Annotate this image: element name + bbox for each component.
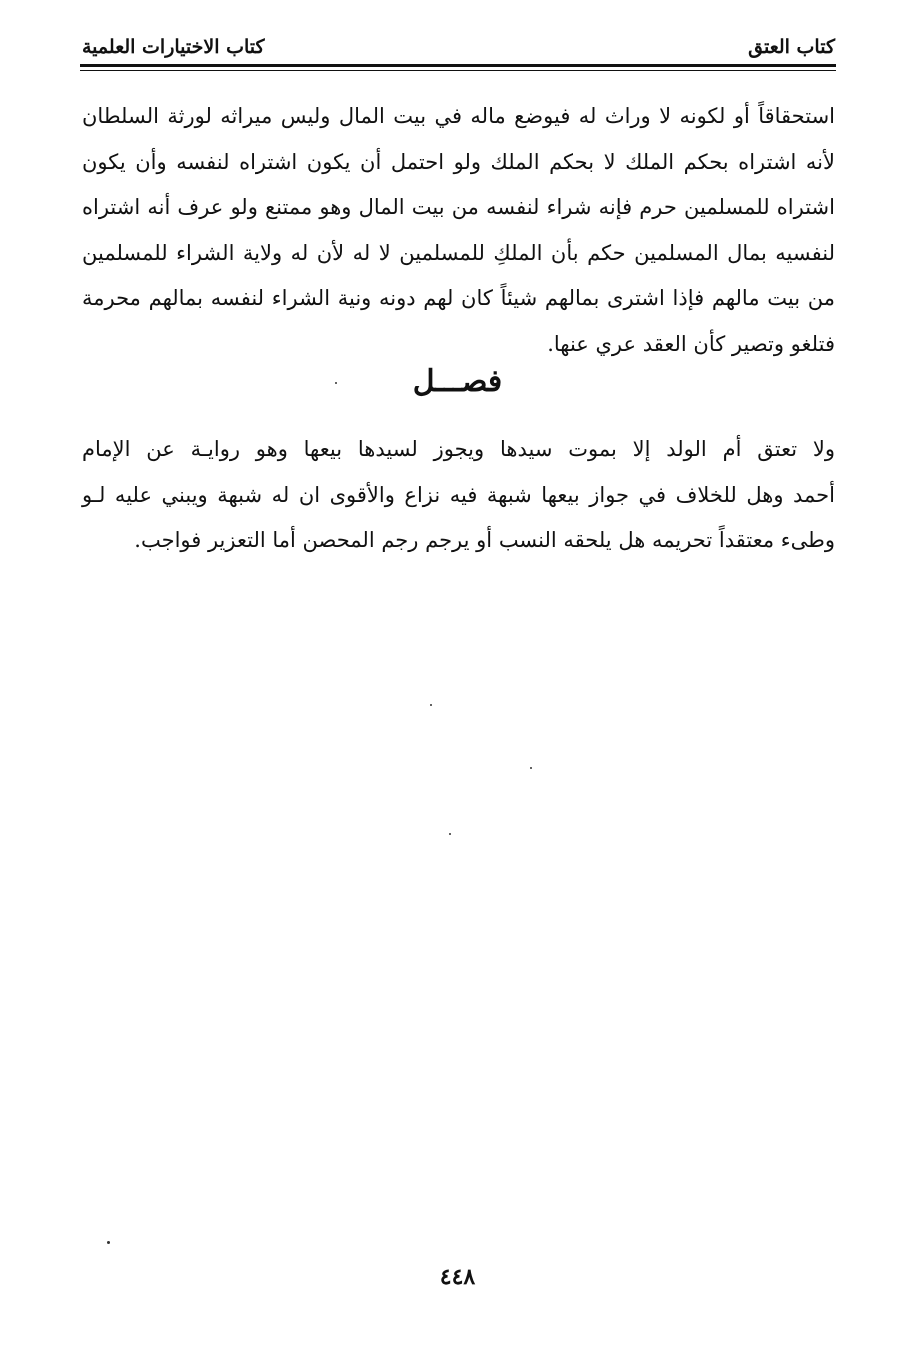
scan-speck (449, 833, 451, 835)
scan-speck (107, 1241, 110, 1244)
page-number: ٤٤٨ (439, 1264, 476, 1290)
text-line: اشتراه للمسلمين حرم فإنه شراء لنفسه من بيت المال وهو ممتنع ولو عرف أنه اشتراه (82, 195, 835, 219)
running-header (82, 32, 835, 62)
scan-speck (530, 767, 532, 769)
text-line: أحمد وهل للخلاف في جواز بيعها شبهة فيه نزاع والأقوى ان له شبهة ويبني عليه لـو (82, 482, 835, 507)
text-line: من بيت مالهم فإذا اشترى بمالهم شيئاً كان لهم دونه ونية الشراء لنفسه بمالهم محرمة (82, 286, 835, 310)
header-rule-thick (80, 64, 836, 67)
header-rule-thin (80, 70, 836, 71)
paragraph-2 (82, 427, 835, 564)
text-line: وطىء معتقداً تحريمه هل يلحقه النسب أو يرجم رجم المحصن أما التعزير فواجب. (134, 528, 835, 552)
scan-speck (335, 382, 337, 384)
text-line: استحقاقاً أو لكونه لا وراث له فيوضع ماله في بيت المال وليس ميراثه لورثة السلطان (82, 104, 835, 128)
section-heading: فصـــل (412, 364, 503, 399)
text-line: فتلغو وتصير كأن العقد عري عنها. (547, 331, 835, 356)
paragraph-1 (82, 94, 835, 367)
header-chapter-title: كتاب العتق (748, 36, 835, 58)
scan-speck (430, 704, 432, 706)
text-line: لنفسيه بمال المسلمين حكم بأن الملكِ للمسلمين لا له لأن له ولاية الشراء للمسلمين (82, 240, 835, 265)
text-line: ولا تعتق أم الولد إلا بموت سيدها ويجوز لسيدها بيعها وهو روايـة عن الإمام (82, 437, 835, 461)
text-line: لأنه اشتراه بحكم الملك لا بحكم الملك ولو احتمل أن يكون اشتراه لنفسه وأن يكون (82, 149, 835, 174)
header-book-title: كتاب الاختيارات العلمية (82, 36, 265, 58)
